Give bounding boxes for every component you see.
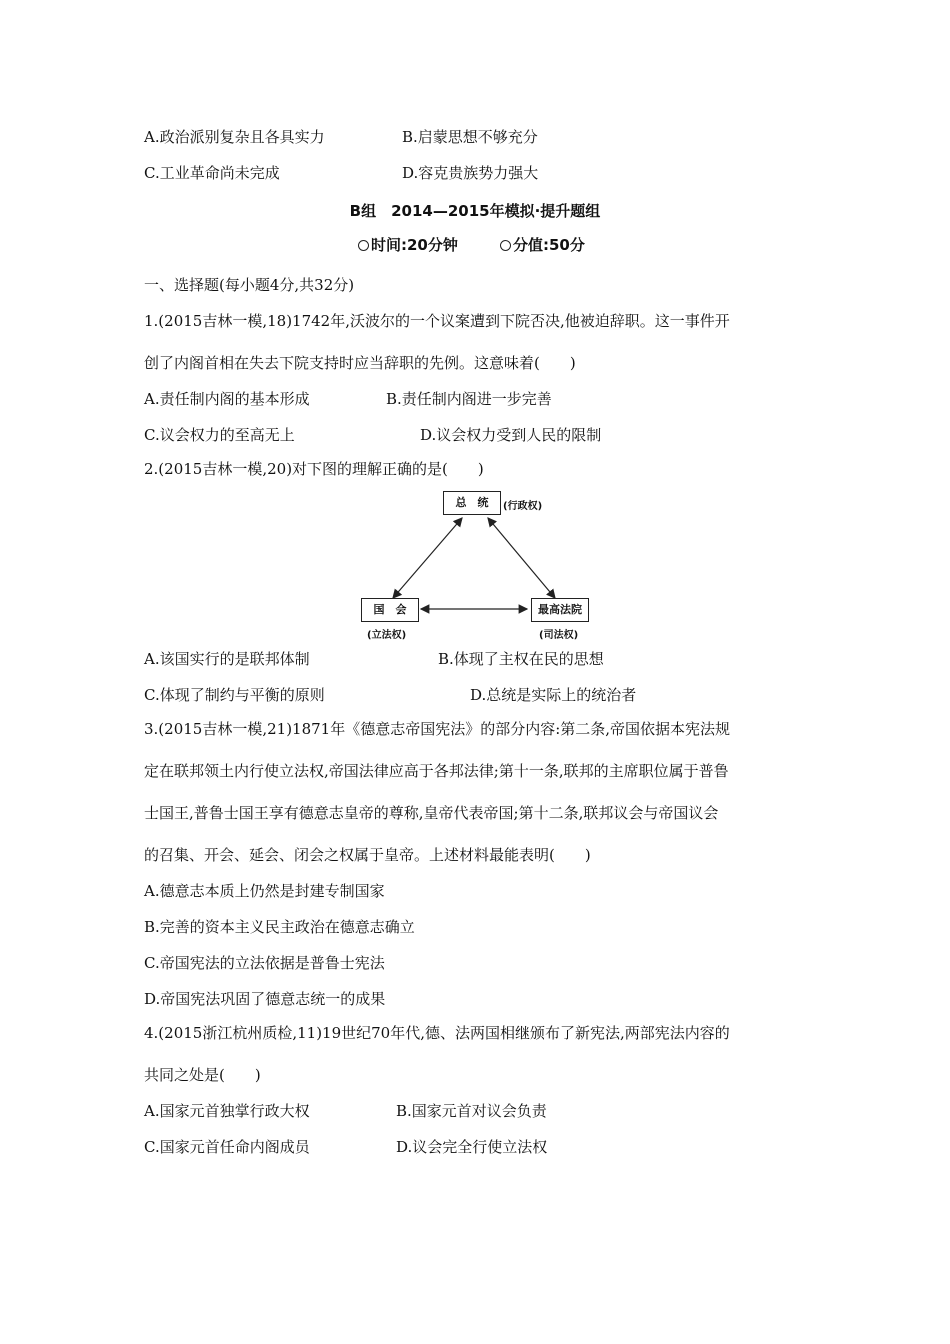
legislative-power-label: (立法权) [367, 630, 407, 641]
q1-stem-line2: 创了内阁首相在失去下院支持时应当辞职的先例。这意味着( ) [144, 354, 576, 372]
judicial-power-label: (司法权) [539, 630, 579, 641]
q4-stem-line2: 共同之处是( ) [144, 1066, 261, 1084]
executive-power-label: (行政权) [503, 501, 543, 512]
option-b: B.启蒙思想不够充分 [402, 128, 538, 146]
clock-icon [358, 240, 369, 251]
time-label: 时间:20分钟 [358, 234, 458, 255]
q4-stem-line1: 4.(2015浙江杭州质检,11)19世纪70年代,德、法两国相继颁布了新宪法,两部宪法内容的 [144, 1024, 730, 1042]
q2-stem: 2.(2015吉林一模,20)对下图的理解正确的是( ) [144, 460, 484, 478]
option-c: C.工业革命尚未完成 [144, 164, 280, 182]
q3-option-a: A.德意志本质上仍然是封建专制国家 [144, 882, 385, 900]
option-a: A.政治派别复杂且各具实力 [144, 128, 325, 146]
score-label: 分值:50分 [500, 234, 585, 255]
q1-stem-line1: 1.(2015吉林一模,18)1742年,沃波尔的一个议案遭到下院否决,他被迫辞职。这一事件开 [144, 312, 730, 330]
q3-stem-line4: 的召集、开会、延会、闭会之权属于皇帝。上述材料最能表明( ) [144, 846, 591, 864]
q1-option-d: D.议会权力受到人民的限制 [420, 426, 602, 444]
q3-option-c: C.帝国宪法的立法依据是普鲁士宪法 [144, 954, 385, 972]
congress-box: 国 会 [361, 598, 419, 622]
part-heading: 一、选择题(每小题4分,共32分) [144, 276, 355, 294]
q4-option-a: A.国家元首独掌行政大权 [144, 1102, 310, 1120]
q3-stem-line2: 定在联邦领土内行使立法权,帝国法律应高于各邦法律;第十一条,联邦的主席职位属于普鲁 [144, 762, 729, 780]
q1-option-b: B.责任制内阁进一步完善 [386, 390, 552, 408]
separation-of-powers-diagram [355, 488, 595, 640]
q2-option-d: D.总统是实际上的统治者 [470, 686, 637, 704]
q2-option-a: A.该国实行的是联邦体制 [144, 650, 310, 668]
q2-option-b: B.体现了主权在民的思想 [438, 650, 604, 668]
q4-option-b: B.国家元首对议会负责 [396, 1102, 547, 1120]
q1-option-a: A.责任制内阁的基本形成 [144, 390, 310, 408]
q2-option-c: C.体现了制约与平衡的原则 [144, 686, 325, 704]
supreme-court-box: 最高法院 [531, 598, 589, 622]
section-title: B组 2014—2015年模拟·提升题组 [349, 202, 601, 220]
president-box: 总 统 [443, 491, 501, 515]
arrow-president-congress [393, 518, 462, 598]
q3-option-b: B.完善的资本主义民主政治在德意志确立 [144, 918, 415, 936]
q3-option-d: D.帝国宪法巩固了德意志统一的成果 [144, 990, 386, 1008]
check-icon [500, 240, 511, 251]
q3-stem-line3: 士国王,普鲁士国王享有德意志皇帝的尊称,皇帝代表帝国;第十二条,联邦议会与帝国议会 [144, 804, 719, 822]
q1-option-c: C.议会权力的至高无上 [144, 426, 295, 444]
q3-stem-line1: 3.(2015吉林一模,21)1871年《德意志帝国宪法》的部分内容:第二条,帝国依据本宪法规 [144, 720, 731, 738]
q4-option-c: C.国家元首任命内阁成员 [144, 1138, 310, 1156]
q4-option-d: D.议会完全行使立法权 [396, 1138, 548, 1156]
arrow-president-court [488, 518, 555, 598]
option-d: D.容克贵族势力强大 [402, 164, 539, 182]
